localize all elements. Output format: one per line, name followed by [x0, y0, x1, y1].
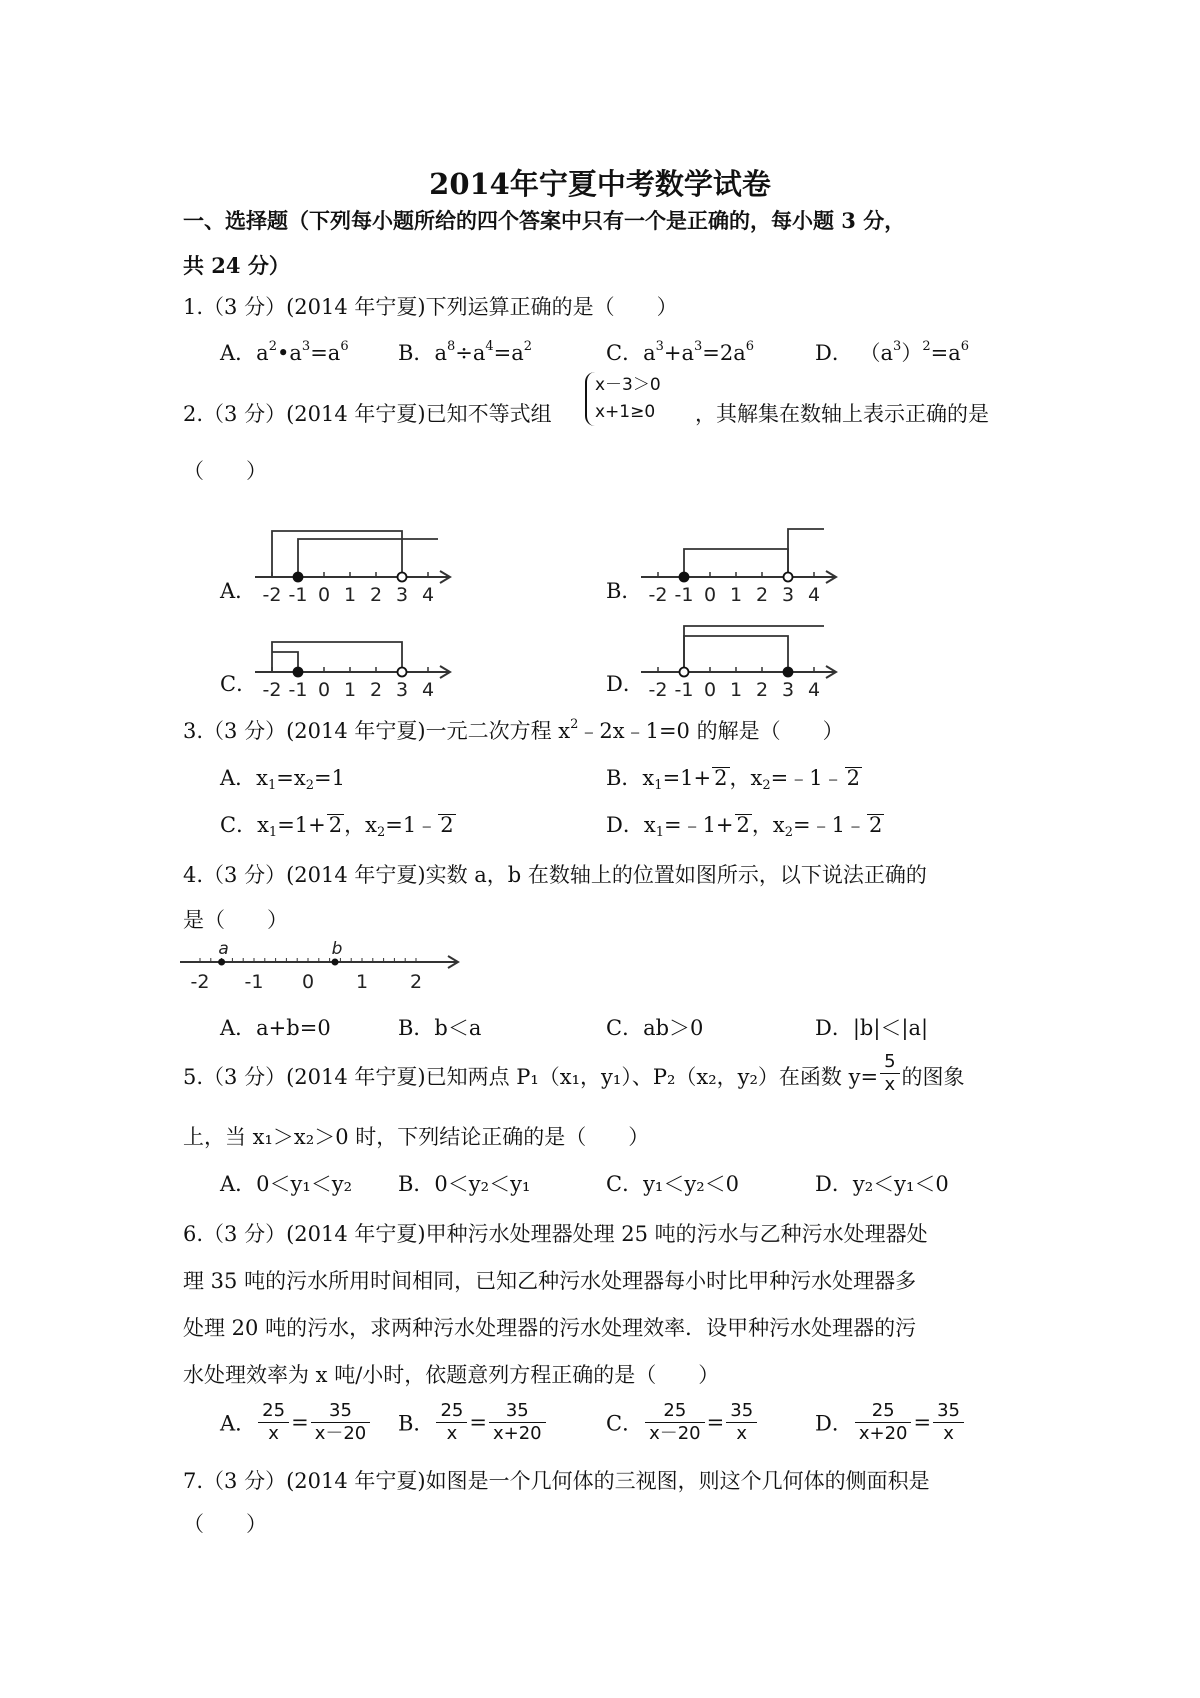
q6-a-equals: =	[291, 1410, 309, 1435]
page-title: 2014年宁夏中考数学试卷	[429, 167, 771, 201]
q2-d-dot-0	[680, 668, 689, 677]
q6-a-right-den: x－20	[314, 1423, 367, 1444]
q2-c-tick-label-2: 0	[317, 679, 331, 700]
q6-stem-line3: 处理 20 吨的污水，求两种污水处理器的污水处理效率．设甲种污水处理器的污	[183, 1316, 917, 1340]
q6-c-left-den: x－20	[649, 1423, 701, 1444]
q5-stem-line1	[183, 1051, 965, 1096]
q1-option-a: A．$a^2•a^3=a^6$	[220, 339, 349, 365]
q4-stem-line1: 4.（3 分）(2014 年宁夏)实数 a，b 在数轴上的位置如图所示，以下说法正确的	[183, 863, 927, 887]
q6-d-right-fraction	[933, 1400, 964, 1445]
q2-axis-a	[255, 531, 450, 605]
q2-b-tick-label-0: -2	[648, 584, 668, 605]
q2-a-dot-1	[398, 573, 407, 582]
q2-b-tick-label-5: 3	[781, 584, 795, 605]
q2-b-tick-label-2: 0	[703, 584, 717, 605]
q6-a-left-num: 25	[258, 1400, 289, 1423]
q6-label-c: C．	[606, 1411, 644, 1436]
q2-inequality-2: x+1≥0	[595, 402, 656, 422]
q4-stem-line2: 是（ ）	[183, 908, 288, 932]
q4-option-c: C．ab＞0	[606, 1016, 704, 1040]
q2-inequality-1: x－3＞0	[595, 375, 661, 395]
q5-fraction	[880, 1051, 899, 1096]
q2-stem-suffix: ，其解集在数轴上表示正确的是	[695, 402, 989, 426]
q3-option-d: D．$x_1=﹣1+ 2$，$x_2=﹣1﹣$ 2	[606, 813, 883, 840]
q2-a-tick-label-4: 2	[369, 584, 383, 605]
q2-c-dot-1	[398, 668, 407, 677]
q2-b-dot-0	[680, 573, 689, 582]
q5-option-b: B．0＜y₂＜y₁	[398, 1172, 531, 1196]
q2-a-dot-0	[294, 573, 303, 582]
q6-d-left-num: 25	[855, 1400, 912, 1423]
q6-option-b	[398, 1400, 548, 1445]
q6-b-right-den: x+20	[492, 1423, 542, 1444]
q6-c-right-fraction	[726, 1400, 757, 1445]
q6-stem-line1: 6.（3 分）(2014 年宁夏)甲种污水处理器处理 25 吨的污水与乙种污水处理器处	[183, 1222, 928, 1246]
q6-d-left-fraction	[855, 1400, 912, 1445]
q6-b-left-den: x	[446, 1423, 458, 1444]
q6-d-right-den: x	[943, 1423, 954, 1444]
q6-option-c	[606, 1400, 759, 1445]
q4-point-b-label: b	[331, 940, 343, 959]
q4-axis	[180, 940, 458, 993]
q5-fraction-denominator: x	[884, 1074, 896, 1095]
q4-numberline	[180, 940, 490, 1002]
q6-option-d	[815, 1400, 966, 1445]
q6-b-right-num: 35	[489, 1400, 546, 1423]
q2-a-bracket-1	[272, 531, 402, 577]
q4-tick-label-1: -1	[244, 971, 264, 993]
q5-option-a: A．0＜y₁＜y₂	[220, 1172, 353, 1196]
q2-c-tick-label-6: 4	[421, 679, 435, 700]
q6-a-right-fraction	[311, 1400, 371, 1445]
q2-a-tick-label-3: 1	[343, 584, 357, 605]
q1-option-d-label: D．	[815, 341, 853, 365]
q2-inequality-system	[585, 372, 661, 426]
q2-a-bracket-0	[298, 539, 438, 577]
q5-stem-line2: 上，当 x₁＞x₂＞0 时，下列结论正确的是（ ）	[183, 1125, 650, 1149]
q2-d-dot-1	[784, 668, 793, 677]
q2-d-tick-label-5: 3	[781, 679, 795, 700]
q2-paren: （ ）	[183, 459, 267, 483]
q6-c-equals: =	[706, 1410, 725, 1435]
q2-a-tick-label-5: 3	[395, 584, 409, 605]
q2-d-tick-label-6: 4	[807, 679, 821, 700]
q4-tick-label-4: 2	[409, 971, 423, 993]
q6-label-a: A．	[220, 1411, 257, 1436]
q2-d-tick-label-3: 1	[729, 679, 743, 700]
q4-option-b: B．b＜a	[398, 1016, 482, 1040]
q2-c-tick-label-4: 2	[369, 679, 383, 700]
q2-b-bracket-1	[788, 529, 824, 577]
q2-axis-d	[641, 626, 836, 700]
q2-a-tick-label-2: 0	[317, 584, 331, 605]
q2-axis-c	[255, 642, 450, 700]
q2-b-tick-label-6: 4	[807, 584, 821, 605]
q3-option-a: A．$x_1=x_2=1$	[220, 766, 345, 793]
q4-option-d: D．|b|＜|a|	[815, 1016, 929, 1040]
q2-d-bracket-1	[684, 626, 824, 672]
q2-label-c: C．	[220, 672, 258, 696]
q2-label-b: B．	[606, 579, 643, 603]
q7-stem: 7.（3 分）(2014 年宁夏)如图是一个几何体的三视图，则这个几何体的侧面积是	[183, 1469, 930, 1493]
q6-a-left-fraction	[258, 1400, 289, 1445]
q2-numberline-d	[641, 600, 861, 700]
q2-a-tick-label-1: -1	[288, 584, 308, 605]
q2-d-tick-label-0: -2	[648, 679, 668, 700]
q2-numberline-c	[255, 600, 475, 700]
q6-label-b: B．	[398, 1411, 435, 1436]
section-heading-line1: 一、选择题（下列每小题所给的四个答案中只有一个是正确的，每小题 3 分，	[183, 208, 906, 233]
q6-b-left-num: 25	[436, 1400, 467, 1423]
q6-d-right-num: 35	[933, 1400, 964, 1423]
q2-c-tick-label-0: -2	[262, 679, 282, 700]
q5-stem-suffix: 的图象	[901, 1065, 965, 1089]
q3-option-c: C．$x_1=1+ 2$，$x_2=1﹣$ 2	[220, 813, 454, 840]
q4-tick-label-0: -2	[190, 971, 210, 993]
q2-b-dot-1	[784, 573, 793, 582]
q4-option-a: A．a+b=0	[220, 1016, 331, 1040]
q4-tick-label-2: 0	[301, 971, 315, 993]
q2-c-bracket-1	[272, 642, 402, 672]
q2-axis-b	[641, 529, 836, 605]
q1-stem: 1.（3 分）(2014 年宁夏)下列运算正确的是（ ）	[183, 295, 678, 319]
q6-c-left-fraction	[645, 1400, 705, 1445]
q4-point-b	[332, 959, 339, 966]
q7-paren: （ ）	[183, 1512, 267, 1536]
q6-a-right-num: 35	[311, 1400, 371, 1423]
q2-stem-prefix: 2.（3 分）(2014 年宁夏)已知不等式组	[183, 402, 552, 426]
q1-option-a-label: A．	[220, 341, 257, 365]
q6-d-equals: =	[913, 1410, 932, 1435]
q1-option-c: C．$a^3+a^3=2a^6$	[606, 339, 755, 365]
q6-option-a	[220, 1400, 372, 1445]
q2-a-tick-label-6: 4	[421, 584, 435, 605]
q2-c-tick-label-3: 1	[343, 679, 357, 700]
q6-c-right-den: x	[736, 1423, 748, 1444]
q4-point-a	[218, 959, 225, 966]
q2-d-bracket-0	[684, 636, 788, 672]
q2-c-tick-label-5: 3	[395, 679, 409, 700]
q6-c-right-num: 35	[726, 1400, 757, 1423]
q3-stem: 3.（3 分）(2014 年宁夏)一元二次方程 $x^2﹣2x﹣1=0$ 的解是（ ）	[183, 717, 844, 743]
q1-option-b: B．$a^8\div a^4=a^2$	[398, 339, 533, 365]
q1-option-d: D． $(a^3)^2=a^6$	[815, 339, 970, 365]
q1-option-b-label: B．	[398, 341, 435, 365]
q4-point-a-label: a	[218, 940, 229, 959]
q5-fraction-numerator: 5	[880, 1051, 899, 1074]
q5-option-c: C．y₁＜y₂＜0	[606, 1172, 739, 1196]
q6-b-equals: =	[469, 1410, 487, 1435]
q1-option-c-label: C．	[606, 341, 644, 365]
q6-d-left-den: x+20	[858, 1423, 908, 1444]
section-heading-line2: 共 24 分）	[183, 253, 290, 278]
q2-d-tick-label-4: 2	[755, 679, 769, 700]
q2-b-tick-label-1: -1	[674, 584, 694, 605]
q2-a-tick-label-0: -2	[262, 584, 282, 605]
q6-label-d: D．	[815, 1411, 853, 1436]
q2-label-d: D．	[606, 672, 644, 696]
q2-b-tick-label-3: 1	[729, 584, 743, 605]
q6-b-left-fraction	[436, 1400, 467, 1445]
q5-option-d: D．y₂＜y₁＜0	[815, 1172, 949, 1196]
q5-stem-prefix: 5.（3 分）(2014 年宁夏)已知两点 P₁（x₁，y₁）、P₂（x₂，y₂）在函数 y=	[183, 1065, 879, 1089]
q2-numberline-b	[641, 505, 861, 605]
q2-d-tick-label-1: -1	[674, 679, 694, 700]
q2-b-tick-label-4: 2	[755, 584, 769, 605]
q6-stem-line2: 理 35 吨的污水所用时间相同，已知乙种污水处理器每小时比甲种污水处理器多	[183, 1269, 917, 1293]
q3-option-b: B．$x_1=1+ 2$，$x_2=﹣1﹣$ 2	[606, 766, 860, 793]
q6-stem-line4: 水处理效率为 x 吨/小时，依题意列方程正确的是（ ）	[183, 1363, 720, 1387]
q2-c-dot-0	[294, 668, 303, 677]
q4-tick-label-3: 1	[355, 971, 369, 993]
q2-d-tick-label-2: 0	[703, 679, 717, 700]
q6-a-left-den: x	[268, 1423, 279, 1444]
q2-numberline-a	[255, 505, 475, 605]
q6-b-right-fraction	[489, 1400, 546, 1445]
q2-label-a: A．	[220, 579, 257, 603]
q2-c-tick-label-1: -1	[288, 679, 308, 700]
q6-c-left-num: 25	[645, 1400, 705, 1423]
